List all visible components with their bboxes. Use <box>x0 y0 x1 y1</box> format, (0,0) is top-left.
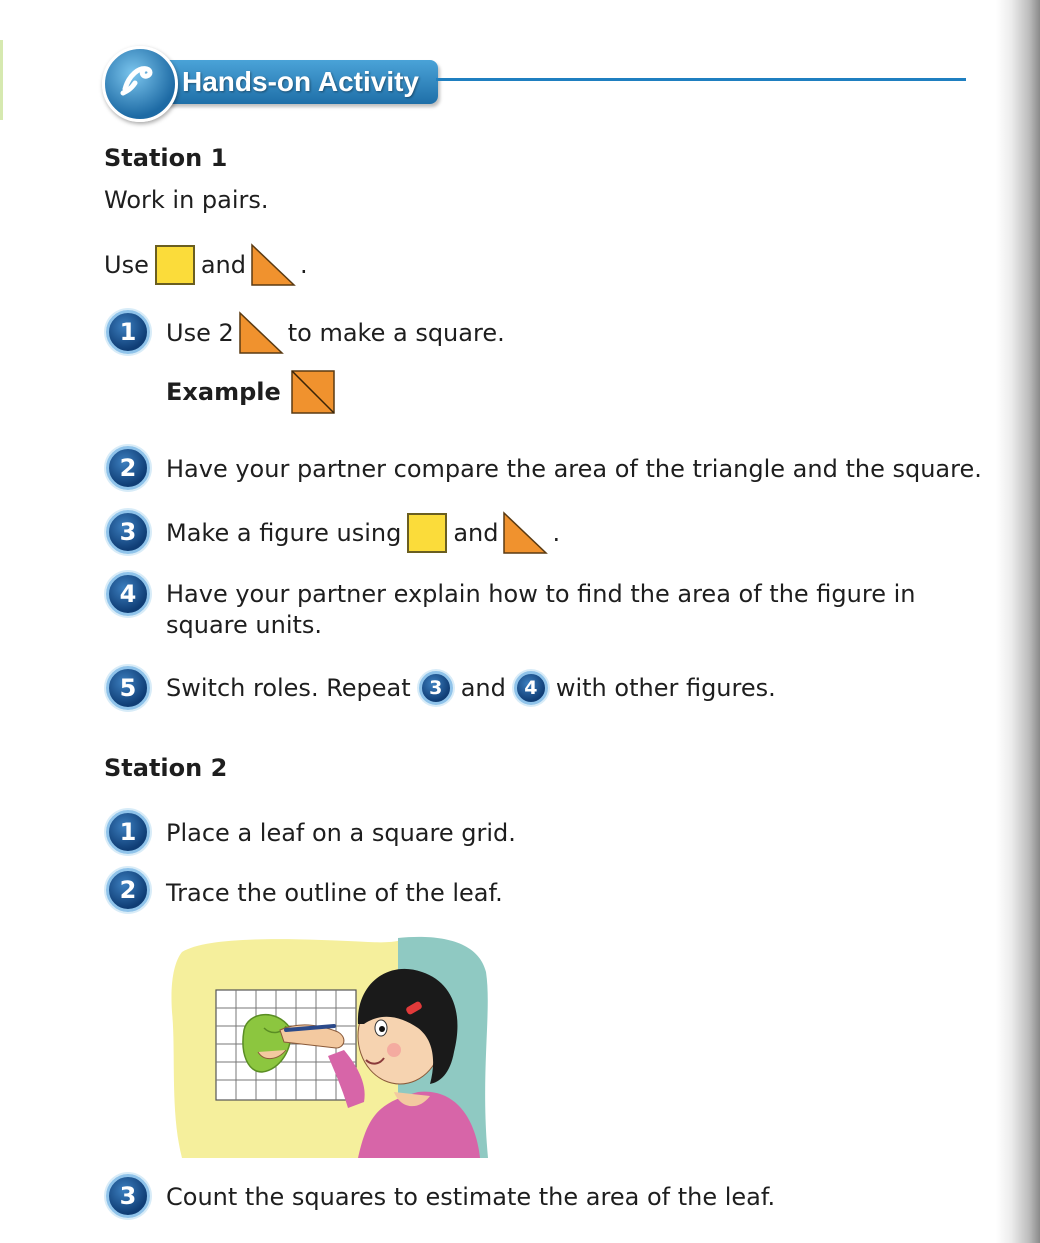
materials-and-text: and <box>200 251 246 279</box>
step-4-text-line-2: square units. <box>166 611 323 639</box>
station-2-step-3-badge: 3 <box>106 1174 150 1218</box>
step-5-badge: 5 <box>106 666 150 710</box>
girl-tracing-leaf-illustration <box>168 932 494 1158</box>
step-3-post: . <box>552 519 561 547</box>
hands-on-activity-banner <box>102 46 442 118</box>
step-4-badge: 4 <box>106 572 150 616</box>
page-edge-mark <box>0 40 3 120</box>
example-square-of-two-triangles <box>291 370 335 414</box>
example-line <box>166 370 335 414</box>
orange-triangle-tile <box>238 311 284 355</box>
banner-badge <box>102 46 178 122</box>
step-3-badge: 3 <box>106 510 150 554</box>
step-3-pre: Make a figure using <box>166 519 402 547</box>
banner-title: Hands-on Activity <box>182 66 419 97</box>
station-2-step-2-text: Trace the outline of the leaf. <box>166 879 503 907</box>
step-2-badge: 2 <box>106 446 150 490</box>
step-ref-4-badge: 4 <box>514 671 548 705</box>
step-5-text <box>166 668 776 708</box>
step-5-post: with other figures. <box>555 674 776 702</box>
step-1-post: to make a square. <box>287 319 505 347</box>
step-1-text <box>166 310 505 356</box>
step-2-text: Have your partner compare the area of the triangle and the square. <box>166 455 982 483</box>
page-binding-shadow <box>996 0 1040 1243</box>
hand-pointer-icon <box>115 59 159 103</box>
step-3-text <box>166 510 560 556</box>
step-1-pre: Use 2 <box>166 319 234 347</box>
step-3-mid: and <box>453 519 499 547</box>
step-1-badge: 1 <box>106 310 150 354</box>
yellow-square-tile <box>407 513 447 553</box>
example-label: Example <box>166 378 281 406</box>
station-1-intro <box>104 186 269 214</box>
station-2-step-1-badge: 1 <box>106 810 150 854</box>
station-2-step-1-text: Place a leaf on a square grid. <box>166 819 516 847</box>
orange-triangle-tile <box>250 243 296 287</box>
materials-use-text: Use <box>104 251 149 279</box>
materials-line <box>104 242 308 288</box>
station-2-step-3-text: Count the squares to estimate the area of the leaf. <box>166 1183 776 1211</box>
station-1-heading: Station 1 <box>104 144 228 172</box>
yellow-square-tile <box>155 245 195 285</box>
station-2-step-2-badge: 2 <box>106 868 150 912</box>
materials-period: . <box>300 251 308 279</box>
step-ref-3-badge: 3 <box>419 671 453 705</box>
orange-triangle-tile <box>502 511 548 555</box>
intro-text: Work in pairs. <box>104 186 269 214</box>
step-5-mid: and <box>460 674 506 702</box>
banner-rule <box>436 78 966 81</box>
station-2-heading: Station 2 <box>104 754 228 782</box>
step-4-text-line-1: Have your partner explain how to find the area of the figure in <box>166 580 916 608</box>
step-5-pre: Switch roles. Repeat <box>166 674 411 702</box>
